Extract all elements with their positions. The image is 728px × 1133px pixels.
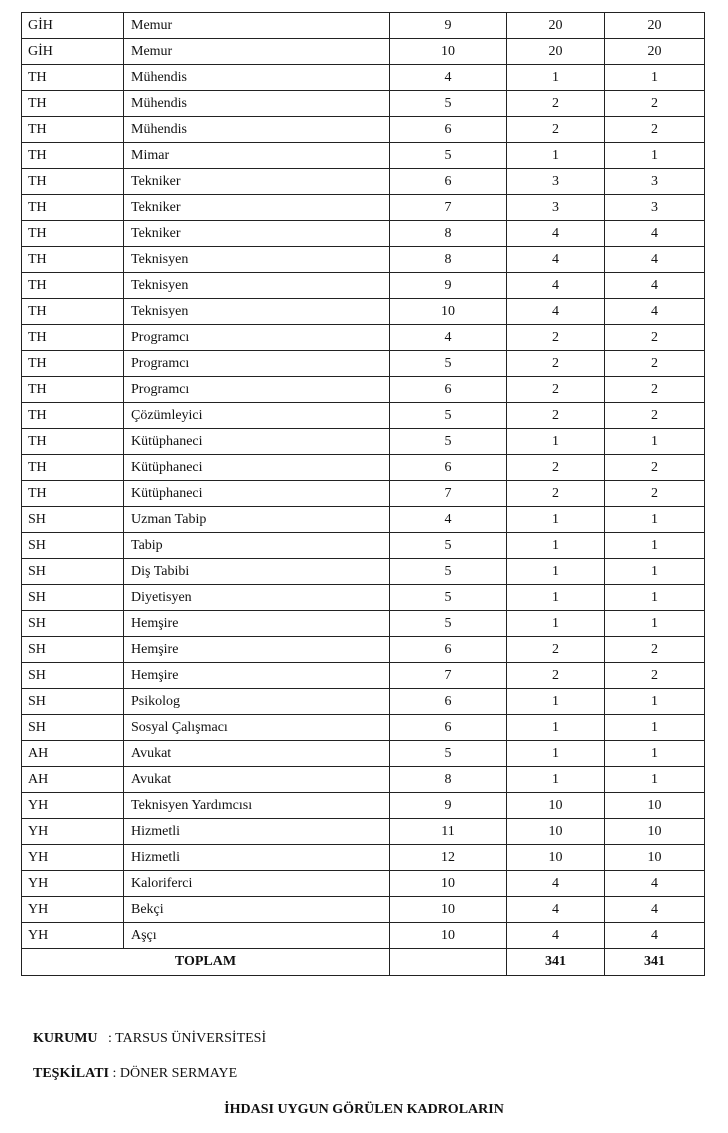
document-heading: İHDASI UYGUN GÖRÜLEN KADROLARIN	[224, 1102, 504, 1117]
table-row	[22, 91, 705, 117]
table-row	[22, 897, 705, 923]
table-row	[22, 741, 705, 767]
derece-cell: 9	[390, 793, 507, 819]
table-row	[22, 507, 705, 533]
derece-cell: 7	[390, 663, 507, 689]
count-cell-a: 2	[507, 377, 605, 403]
derece-cell: 11	[390, 819, 507, 845]
sinif-cell: TH	[22, 273, 124, 299]
unvan-cell: Mühendis	[124, 91, 390, 117]
unvan-cell: Programcı	[124, 325, 390, 351]
derece-cell: 8	[390, 767, 507, 793]
sinif-cell: SH	[22, 689, 124, 715]
count-cell-a: 2	[507, 117, 605, 143]
count-cell-a: 4	[507, 299, 605, 325]
count-cell-b: 3	[605, 169, 705, 195]
count-cell-a: 4	[507, 221, 605, 247]
unvan-cell: Hemşire	[124, 611, 390, 637]
sinif-cell: GİH	[22, 13, 124, 39]
sinif-cell: TH	[22, 481, 124, 507]
teskilati-value: : DÖNER SERMAYE	[112, 1066, 238, 1081]
unvan-cell: Hizmetli	[124, 819, 390, 845]
count-cell-b: 1	[605, 559, 705, 585]
unvan-cell: Mühendis	[124, 65, 390, 91]
derece-cell: 8	[390, 221, 507, 247]
table-row	[22, 117, 705, 143]
derece-cell: 10	[390, 299, 507, 325]
derece-cell: 6	[390, 377, 507, 403]
derece-cell: 5	[390, 533, 507, 559]
count-cell-a: 2	[507, 637, 605, 663]
unvan-cell: Teknisyen	[124, 247, 390, 273]
table-row	[22, 169, 705, 195]
derece-cell: 6	[390, 715, 507, 741]
sinif-cell: AH	[22, 767, 124, 793]
table-row	[22, 923, 705, 949]
count-cell-b: 1	[605, 143, 705, 169]
count-cell-b: 1	[605, 507, 705, 533]
count-cell-b: 1	[605, 65, 705, 91]
sinif-cell: SH	[22, 507, 124, 533]
table-row	[22, 403, 705, 429]
count-cell-a: 1	[507, 611, 605, 637]
sinif-cell: TH	[22, 221, 124, 247]
count-cell-b: 1	[605, 585, 705, 611]
sinif-cell: YH	[22, 871, 124, 897]
table-row	[22, 351, 705, 377]
derece-cell: 6	[390, 169, 507, 195]
sinif-cell: SH	[22, 585, 124, 611]
count-cell-a: 4	[507, 273, 605, 299]
count-cell-b: 1	[605, 533, 705, 559]
count-cell-a: 20	[507, 13, 605, 39]
count-cell-b: 20	[605, 13, 705, 39]
count-cell-b: 2	[605, 91, 705, 117]
table-row	[22, 143, 705, 169]
count-cell-b: 1	[605, 741, 705, 767]
derece-cell: 5	[390, 403, 507, 429]
total-empty-cell	[390, 949, 507, 976]
derece-cell: 6	[390, 689, 507, 715]
derece-cell: 7	[390, 195, 507, 221]
count-cell-a: 3	[507, 195, 605, 221]
unvan-cell: Programcı	[124, 377, 390, 403]
sinif-cell: TH	[22, 247, 124, 273]
count-cell-b: 2	[605, 455, 705, 481]
unvan-cell: Hemşire	[124, 663, 390, 689]
count-cell-a: 1	[507, 767, 605, 793]
sinif-cell: SH	[22, 559, 124, 585]
count-cell-a: 1	[507, 507, 605, 533]
unvan-cell: Programcı	[124, 351, 390, 377]
count-cell-a: 2	[507, 91, 605, 117]
count-cell-b: 10	[605, 845, 705, 871]
sinif-cell: TH	[22, 455, 124, 481]
unvan-cell: Kütüphaneci	[124, 429, 390, 455]
table-row	[22, 247, 705, 273]
table-row	[22, 65, 705, 91]
total-label: TOPLAM	[22, 949, 390, 976]
table-row	[22, 325, 705, 351]
derece-cell: 9	[390, 273, 507, 299]
count-cell-b: 4	[605, 923, 705, 949]
unvan-cell: Memur	[124, 13, 390, 39]
sinif-cell: GİH	[22, 39, 124, 65]
table-row	[22, 585, 705, 611]
count-cell-b: 4	[605, 221, 705, 247]
unvan-cell: Psikolog	[124, 689, 390, 715]
count-cell-a: 1	[507, 741, 605, 767]
table-row	[22, 13, 705, 39]
unvan-cell: Mühendis	[124, 117, 390, 143]
count-cell-b: 20	[605, 39, 705, 65]
count-cell-b: 2	[605, 403, 705, 429]
unvan-cell: Diyetisyen	[124, 585, 390, 611]
derece-cell: 6	[390, 637, 507, 663]
derece-cell: 10	[390, 897, 507, 923]
sinif-cell: YH	[22, 845, 124, 871]
unvan-cell: Mimar	[124, 143, 390, 169]
count-cell-b: 2	[605, 481, 705, 507]
table-row	[22, 377, 705, 403]
sinif-cell: TH	[22, 325, 124, 351]
sinif-cell: TH	[22, 299, 124, 325]
unvan-cell: Teknisyen Yardımcısı	[124, 793, 390, 819]
sinif-cell: YH	[22, 923, 124, 949]
unvan-cell: Kütüphaneci	[124, 455, 390, 481]
teskilati-line	[33, 1066, 237, 1082]
table-row	[22, 299, 705, 325]
sinif-cell: SH	[22, 611, 124, 637]
unvan-cell: Teknisyen	[124, 299, 390, 325]
derece-cell: 4	[390, 65, 507, 91]
count-cell-a: 2	[507, 351, 605, 377]
table-row	[22, 637, 705, 663]
count-cell-b: 4	[605, 273, 705, 299]
unvan-cell: Kaloriferci	[124, 871, 390, 897]
kurumu-label: KURUMU	[33, 1031, 98, 1046]
count-cell-b: 2	[605, 351, 705, 377]
sinif-cell: TH	[22, 117, 124, 143]
unvan-cell: Teknisyen	[124, 273, 390, 299]
table-row	[22, 689, 705, 715]
count-cell-a: 1	[507, 143, 605, 169]
count-cell-b: 1	[605, 767, 705, 793]
derece-cell: 9	[390, 13, 507, 39]
count-cell-a: 1	[507, 689, 605, 715]
unvan-cell: Hemşire	[124, 637, 390, 663]
derece-cell: 4	[390, 507, 507, 533]
sinif-cell: TH	[22, 403, 124, 429]
count-cell-b: 10	[605, 819, 705, 845]
count-cell-a: 4	[507, 247, 605, 273]
count-cell-a: 4	[507, 871, 605, 897]
table-row	[22, 273, 705, 299]
count-cell-a: 1	[507, 715, 605, 741]
derece-cell: 5	[390, 559, 507, 585]
sinif-cell: TH	[22, 377, 124, 403]
count-cell-a: 2	[507, 325, 605, 351]
unvan-cell: Bekçi	[124, 897, 390, 923]
count-cell-b: 10	[605, 793, 705, 819]
table-row	[22, 533, 705, 559]
sinif-cell: AH	[22, 741, 124, 767]
count-cell-a: 3	[507, 169, 605, 195]
derece-cell: 5	[390, 741, 507, 767]
total-cell-b: 341	[605, 949, 705, 976]
table-row	[22, 845, 705, 871]
table-row	[22, 481, 705, 507]
count-cell-a: 2	[507, 663, 605, 689]
derece-cell: 5	[390, 91, 507, 117]
total-cell-a: 341	[507, 949, 605, 976]
count-cell-a: 2	[507, 403, 605, 429]
count-cell-b: 1	[605, 611, 705, 637]
derece-cell: 4	[390, 325, 507, 351]
count-cell-a: 2	[507, 481, 605, 507]
count-cell-b: 2	[605, 377, 705, 403]
sinif-cell: SH	[22, 715, 124, 741]
table-row	[22, 455, 705, 481]
table-row	[22, 221, 705, 247]
count-cell-b: 3	[605, 195, 705, 221]
count-cell-b: 4	[605, 299, 705, 325]
count-cell-a: 1	[507, 429, 605, 455]
count-cell-a: 4	[507, 923, 605, 949]
unvan-cell: Çözümleyici	[124, 403, 390, 429]
count-cell-a: 1	[507, 65, 605, 91]
unvan-cell: Memur	[124, 39, 390, 65]
table-body	[22, 13, 705, 976]
table-row	[22, 663, 705, 689]
unvan-cell: Hizmetli	[124, 845, 390, 871]
count-cell-b: 1	[605, 689, 705, 715]
count-cell-a: 2	[507, 455, 605, 481]
table-row	[22, 871, 705, 897]
sinif-cell: SH	[22, 533, 124, 559]
unvan-cell: Tekniker	[124, 169, 390, 195]
sinif-cell: TH	[22, 169, 124, 195]
derece-cell: 5	[390, 351, 507, 377]
staff-positions-table	[21, 12, 705, 976]
count-cell-b: 4	[605, 897, 705, 923]
table-row	[22, 559, 705, 585]
kurumu-line	[33, 1031, 266, 1047]
unvan-cell: Tekniker	[124, 195, 390, 221]
count-cell-b: 1	[605, 429, 705, 455]
table-row	[22, 819, 705, 845]
sinif-cell: TH	[22, 195, 124, 221]
count-cell-a: 20	[507, 39, 605, 65]
count-cell-b: 2	[605, 325, 705, 351]
unvan-cell: Tabip	[124, 533, 390, 559]
derece-cell: 6	[390, 117, 507, 143]
count-cell-a: 1	[507, 533, 605, 559]
unvan-cell: Diş Tabibi	[124, 559, 390, 585]
count-cell-a: 4	[507, 897, 605, 923]
sinif-cell: TH	[22, 143, 124, 169]
count-cell-a: 10	[507, 793, 605, 819]
count-cell-b: 4	[605, 871, 705, 897]
unvan-cell: Sosyal Çalışmacı	[124, 715, 390, 741]
derece-cell: 5	[390, 143, 507, 169]
sinif-cell: TH	[22, 65, 124, 91]
unvan-cell: Tekniker	[124, 221, 390, 247]
count-cell-b: 1	[605, 715, 705, 741]
derece-cell: 5	[390, 611, 507, 637]
count-cell-a: 10	[507, 819, 605, 845]
count-cell-b: 4	[605, 247, 705, 273]
count-cell-b: 2	[605, 117, 705, 143]
sinif-cell: TH	[22, 429, 124, 455]
count-cell-b: 2	[605, 663, 705, 689]
table-row	[22, 793, 705, 819]
count-cell-b: 2	[605, 637, 705, 663]
unvan-cell: Avukat	[124, 741, 390, 767]
teskilati-label: TEŞKİLATI	[33, 1066, 109, 1081]
table-row	[22, 195, 705, 221]
derece-cell: 12	[390, 845, 507, 871]
unvan-cell: Aşçı	[124, 923, 390, 949]
sinif-cell: YH	[22, 793, 124, 819]
derece-cell: 10	[390, 923, 507, 949]
sinif-cell: YH	[22, 897, 124, 923]
sinif-cell: SH	[22, 637, 124, 663]
count-cell-a: 1	[507, 559, 605, 585]
count-cell-a: 10	[507, 845, 605, 871]
derece-cell: 7	[390, 481, 507, 507]
derece-cell: 8	[390, 247, 507, 273]
derece-cell: 5	[390, 585, 507, 611]
sinif-cell: TH	[22, 351, 124, 377]
table-row	[22, 429, 705, 455]
unvan-cell: Avukat	[124, 767, 390, 793]
unvan-cell: Kütüphaneci	[124, 481, 390, 507]
derece-cell: 5	[390, 429, 507, 455]
derece-cell: 6	[390, 455, 507, 481]
unvan-cell: Uzman Tabip	[124, 507, 390, 533]
table-row	[22, 39, 705, 65]
sinif-cell: TH	[22, 91, 124, 117]
table-row	[22, 767, 705, 793]
table-row	[22, 611, 705, 637]
table-row	[22, 715, 705, 741]
total-row	[22, 949, 705, 976]
sinif-cell: SH	[22, 663, 124, 689]
sinif-cell: YH	[22, 819, 124, 845]
count-cell-a: 1	[507, 585, 605, 611]
derece-cell: 10	[390, 871, 507, 897]
derece-cell: 10	[390, 39, 507, 65]
kurumu-value: : TARSUS ÜNİVERSİTESİ	[108, 1031, 267, 1046]
